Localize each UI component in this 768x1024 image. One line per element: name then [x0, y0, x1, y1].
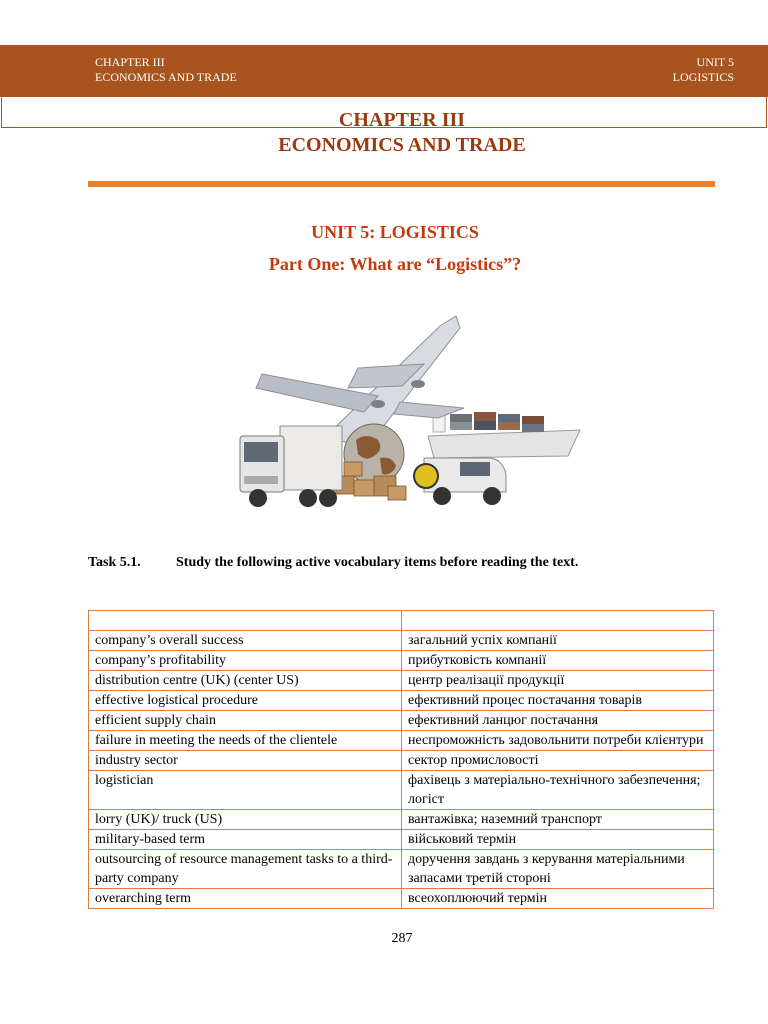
ukrainian-translation: сектор промисловості — [402, 751, 714, 771]
ukrainian-translation: військовий термін — [402, 830, 714, 850]
table-row — [89, 731, 714, 751]
page-number: 287 — [391, 931, 413, 946]
table-row — [89, 810, 714, 830]
english-term: lorry (UK)/ truck (US) — [89, 810, 402, 830]
header-chapter — [95, 55, 237, 85]
ukrainian-translation: центр реалізації продукції — [402, 671, 714, 691]
english-term: distribution centre (UK) (center US) — [89, 671, 402, 691]
table-row — [89, 751, 714, 771]
ukrainian-translation: ефективний ланцюг постачання — [402, 711, 714, 731]
english-term: efficient supply chain — [89, 711, 402, 731]
ukrainian-translation: доручення завдань з керування матеріальними запасами третій стороні — [402, 850, 714, 889]
table-row — [89, 771, 714, 810]
table-row — [89, 830, 714, 850]
english-term: outsourcing of resource management tasks to a third-party company — [89, 850, 402, 889]
header-unit-number: UNIT 5 — [696, 55, 734, 69]
vocabulary-table — [88, 610, 714, 909]
english-term — [89, 611, 402, 631]
table-row — [89, 711, 714, 731]
ukrainian-translation: ефективний процес постачання товарів — [402, 691, 714, 711]
english-term: overarching term — [89, 889, 402, 909]
english-term: logistician — [89, 771, 402, 810]
ukrainian-translation: фахівець з матеріально-технічного забезпечення; логіст — [402, 771, 714, 810]
english-term: failure in meeting the needs of the clientele — [89, 731, 402, 751]
english-term: industry sector — [89, 751, 402, 771]
header-unit — [673, 55, 734, 85]
logistics-transport-illustration — [228, 308, 588, 520]
english-term: effective logistical procedure — [89, 691, 402, 711]
ukrainian-translation: неспроможність задовольнити потреби клієнтури — [402, 731, 714, 751]
ukrainian-translation: прибутковість компанії — [402, 651, 714, 671]
header-chapter-title: ECONOMICS AND TRADE — [95, 70, 237, 84]
table-row — [89, 671, 714, 691]
task-number: Task 5.1. — [88, 555, 141, 570]
table-row — [89, 850, 714, 889]
table-row — [89, 691, 714, 711]
ukrainian-translation — [402, 611, 714, 631]
ukrainian-translation: всеохоплюючий термін — [402, 889, 714, 909]
english-term: company’s profitability — [89, 651, 402, 671]
table-row — [89, 611, 714, 631]
chapter-title-heading: ECONOMICS AND TRADE — [278, 134, 526, 156]
english-term: company’s overall success — [89, 631, 402, 651]
header-chapter-number: CHAPTER III — [95, 55, 165, 69]
table-row — [89, 651, 714, 671]
task-instruction — [88, 555, 578, 571]
van-icon — [414, 458, 506, 505]
chapter-number-heading: CHAPTER III — [338, 109, 466, 131]
ukrainian-translation: вантажівка; наземний транспорт — [402, 810, 714, 830]
part-heading: Part One: What are “Logistics”? — [268, 254, 522, 274]
truck-icon — [240, 426, 342, 507]
section-divider — [88, 181, 715, 187]
running-header — [0, 45, 768, 97]
ukrainian-translation: загальний успіх компанії — [402, 631, 714, 651]
header-unit-title: LOGISTICS — [672, 70, 734, 84]
english-term: military-based term — [89, 830, 402, 850]
table-row — [89, 631, 714, 651]
task-text: Study the following active vocabulary items before reading the text. — [176, 555, 579, 570]
unit-heading: UNIT 5: LOGISTICS — [311, 222, 479, 242]
table-row — [89, 889, 714, 909]
container-ship-icon — [428, 408, 580, 458]
